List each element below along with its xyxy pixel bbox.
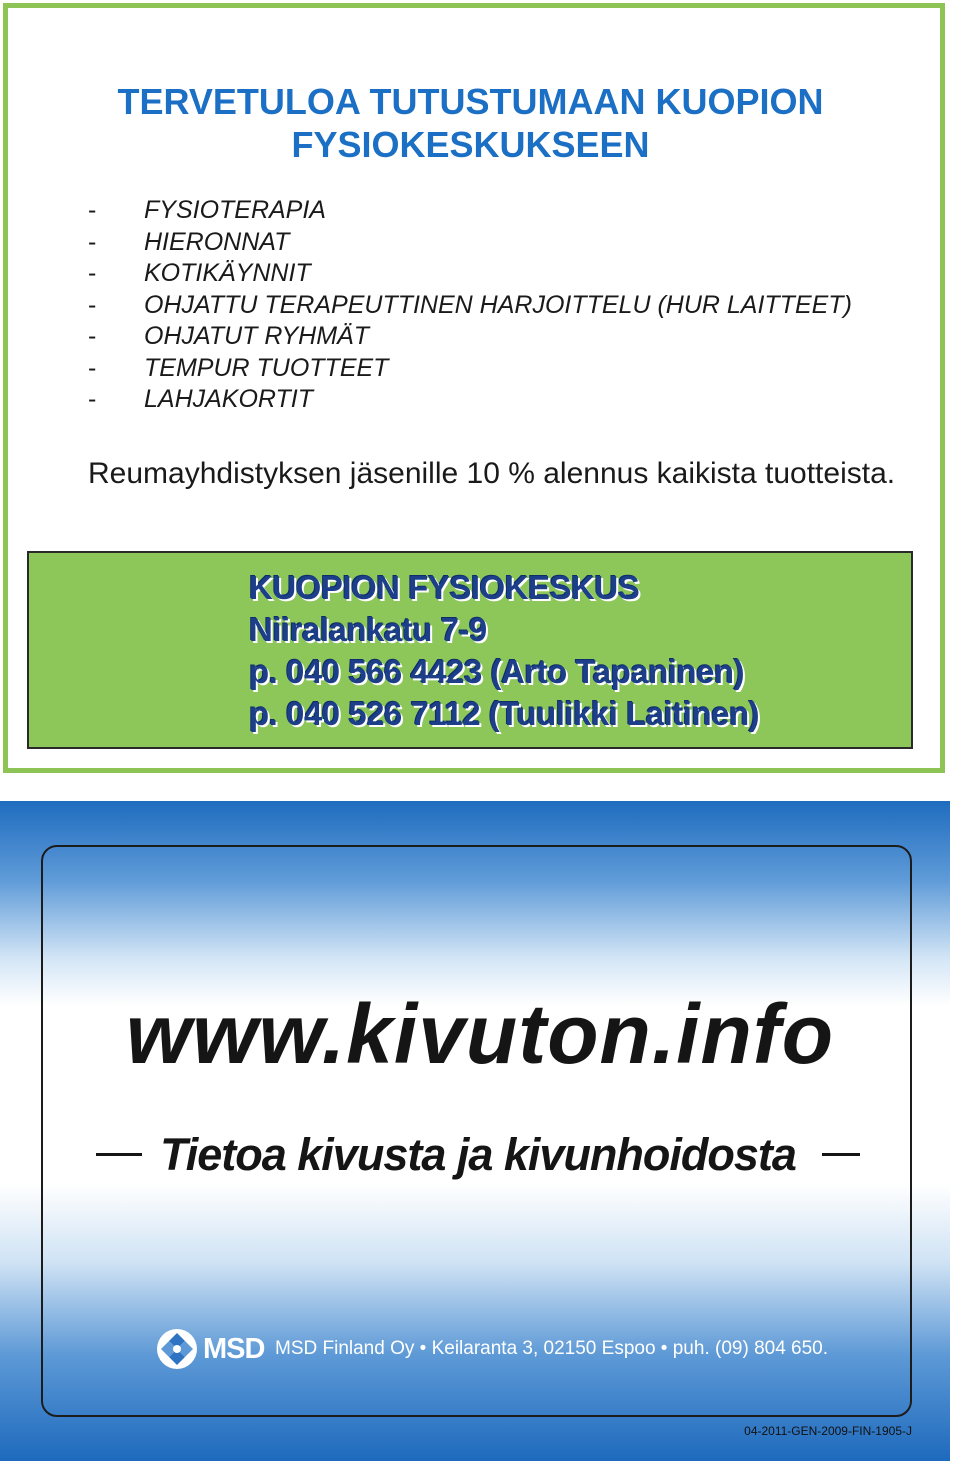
document-code: 04-2011-GEN-2009-FIN-1905-J	[744, 1424, 912, 1438]
bullet-dash: -	[88, 385, 97, 413]
bullet-dash: -	[88, 227, 97, 256]
list-item	[88, 321, 852, 353]
bullet-dash: -	[88, 290, 97, 319]
headline	[8, 80, 933, 166]
tagline-row	[96, 1125, 860, 1185]
service-label: HIERONNAT	[144, 227, 290, 256]
service-label: KOTIKÄYNNIT	[144, 259, 311, 287]
advertisement-top	[3, 3, 945, 773]
discount-text: Reumayhdistyksen jäsenille 10 % alennus kaikista tuotteista.	[88, 457, 896, 490]
list-item	[88, 227, 852, 259]
website-url[interactable]: www.kivuton.info	[125, 987, 835, 1081]
list-item	[88, 290, 852, 322]
list-item	[88, 353, 852, 385]
service-label: OHJATUT RYHMÄT	[144, 322, 369, 350]
services-list	[88, 195, 852, 416]
footer-row	[155, 1327, 855, 1371]
service-label: LAHJAKORTIT	[144, 385, 314, 413]
address: Niiralankatu 7-9	[249, 611, 487, 648]
service-label: OHJATTU TERAPEUTTINEN HARJOITTELU (HUR LAITTEET)	[144, 290, 852, 319]
kivuton-banner	[0, 801, 950, 1461]
headline-line-2: FYSIOKESKUKSEEN	[291, 124, 650, 165]
service-label: FYSIOTERAPIA	[144, 196, 326, 224]
tagline: Tietoa kivusta ja kivunhoidosta	[160, 1129, 796, 1180]
list-item	[88, 258, 852, 290]
phone-tuulikki: p. 040 526 7112 (Tuulikki Laitinen)	[249, 695, 760, 732]
phone-arto: p. 040 566 4423 (Arto Tapaninen)	[249, 653, 745, 690]
list-item	[88, 195, 852, 227]
bullet-dash: -	[88, 259, 97, 287]
list-item	[88, 384, 852, 416]
contact-box	[27, 551, 913, 749]
msd-logo-icon	[155, 1327, 199, 1371]
bullet-dash: -	[88, 196, 97, 224]
tagline-rule-right	[822, 1153, 860, 1156]
headline-line-1: TERVETULOA TUTUSTUMAAN KUOPION	[117, 81, 824, 122]
service-label: TEMPUR TUOTTEET	[144, 353, 389, 382]
bullet-dash: -	[88, 322, 97, 350]
msd-logo-text: MSD	[203, 1333, 265, 1365]
bullet-dash: -	[88, 353, 97, 382]
company-address: MSD Finland Oy • Keilaranta 3, 02150 Espoo • puh. (09) 804 650.	[275, 1338, 829, 1359]
company-name: KUOPION FYSIOKESKUS	[249, 569, 640, 606]
